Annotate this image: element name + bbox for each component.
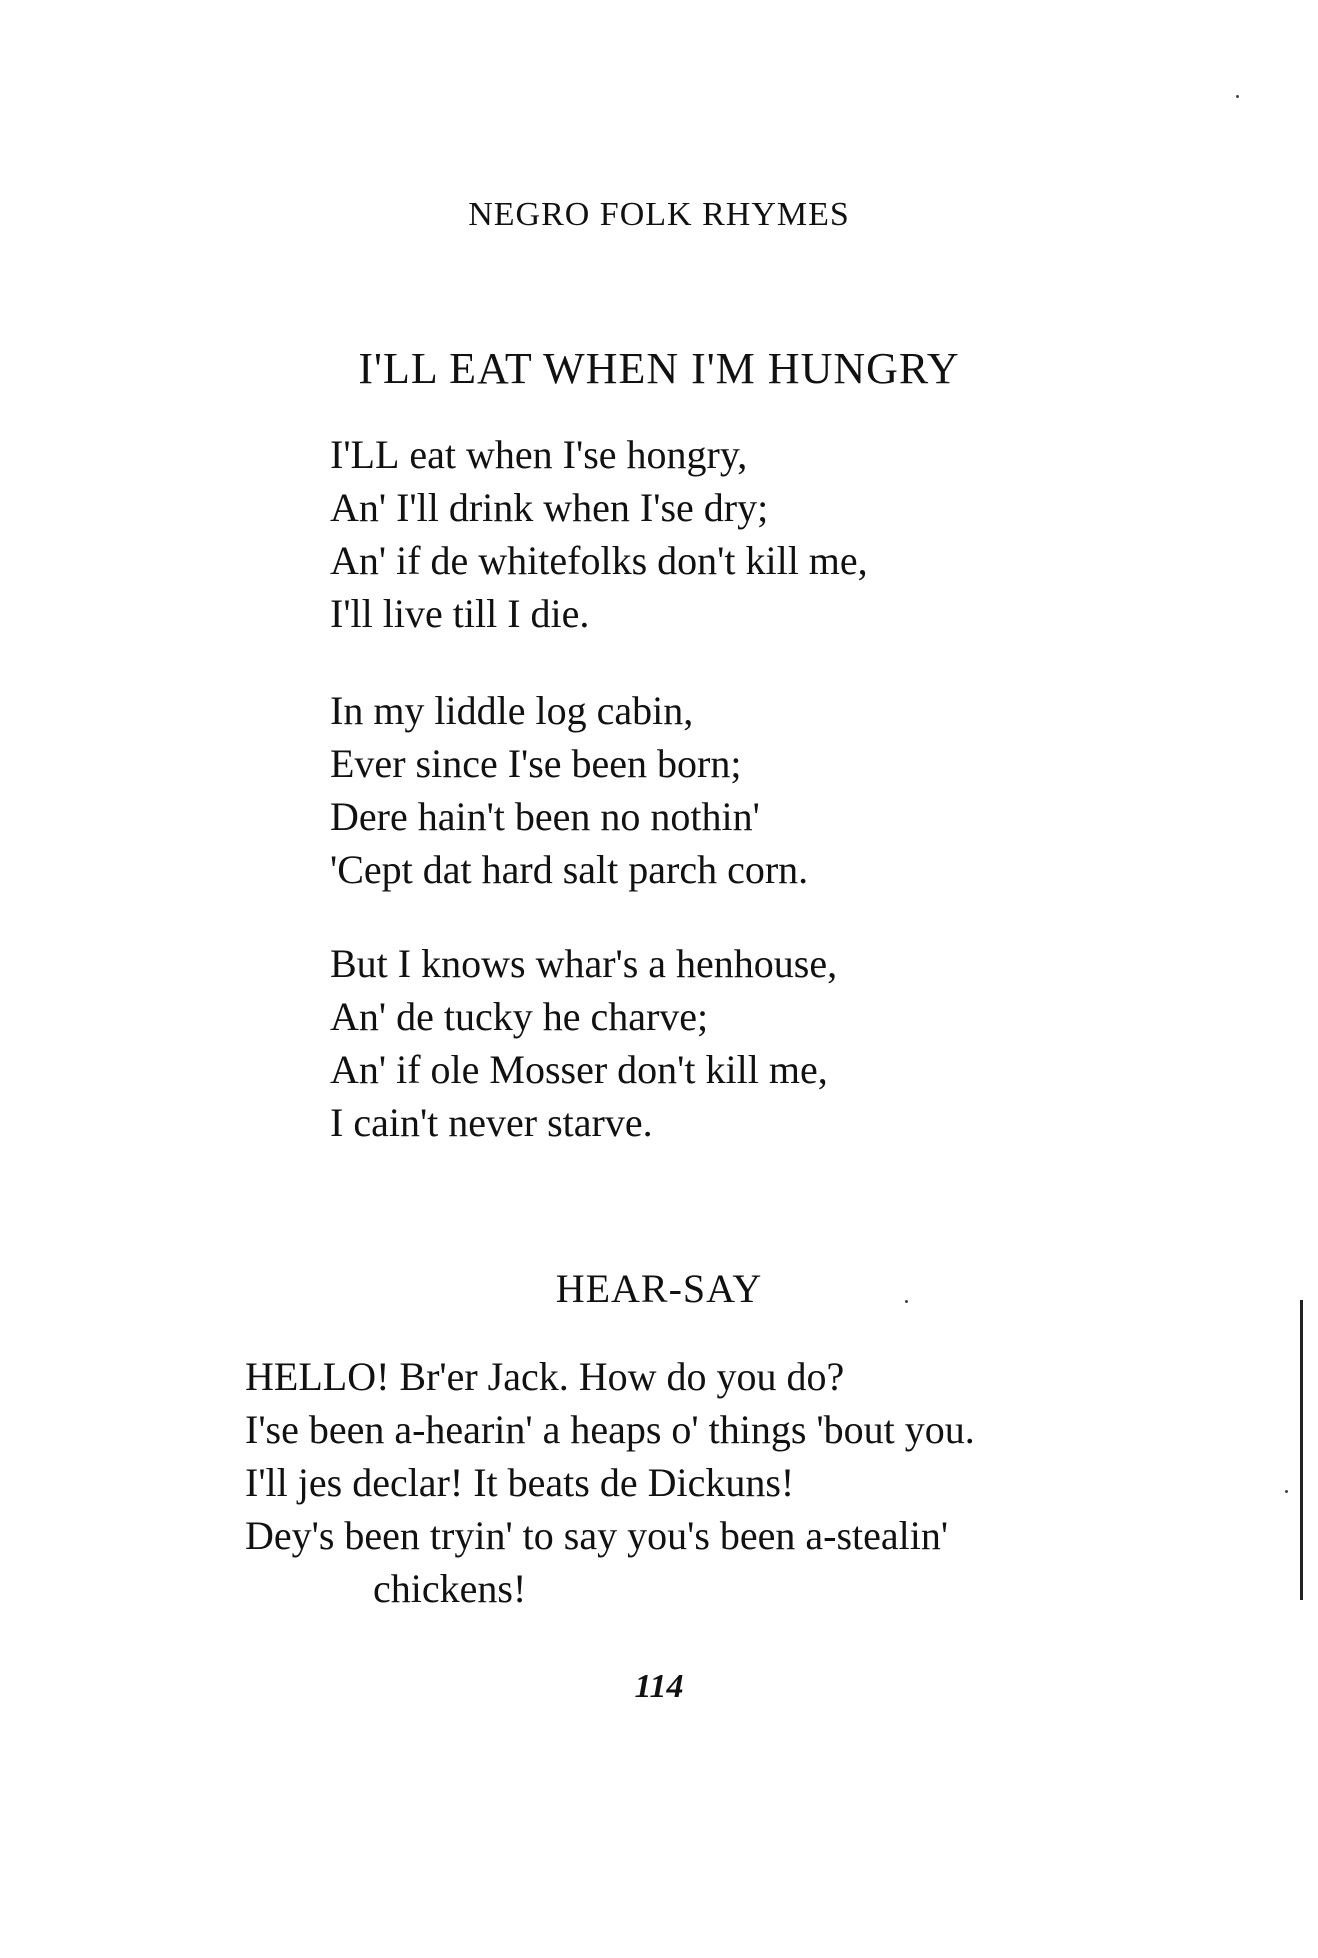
- stanza: [245, 1350, 975, 1615]
- drop-word-capital: H: [245, 1354, 274, 1399]
- scan-speck: [905, 1300, 908, 1303]
- drop-word-small-caps: ELLO: [273, 1354, 377, 1399]
- line-text: ! Br'er Jack. How do you do?: [376, 1354, 845, 1399]
- poem-line: An' if ole Mosser don't kill me,: [330, 1047, 828, 1092]
- poem-line: I'll live till I die.: [330, 591, 590, 636]
- drop-word-small-caps: LL: [350, 432, 400, 477]
- stanza: [330, 684, 808, 896]
- poem-line: 'Cept dat hard salt parch corn.: [330, 847, 809, 892]
- drop-word-capital: I': [330, 432, 351, 477]
- poem-line: An' de tucky he charve;: [330, 994, 709, 1039]
- poem-title: HEAR-SAY: [555, 1266, 763, 1311]
- poem-line: But I knows whar's a henhouse,: [330, 941, 838, 986]
- poem-line: Dere hain't been no nothin': [330, 794, 760, 839]
- poem-line: Ever since I'se been born;: [330, 741, 742, 786]
- poem-line: Dey's been tryin' to say you's been a-stealin': [245, 1513, 949, 1558]
- poem-line: I cain't never starve.: [330, 1100, 653, 1145]
- scan-margin-mark: [1300, 1300, 1303, 1600]
- poem-title: I'LL EAT WHEN I'M HUNGRY: [358, 344, 960, 393]
- scan-speck: [1285, 1490, 1288, 1493]
- poem-line: [330, 428, 868, 481]
- poem-line: [245, 1350, 975, 1403]
- poem-line-continuation: chickens!: [373, 1566, 527, 1611]
- running-head: NEGRO FOLK RHYMES: [468, 196, 850, 233]
- poem-line: An' if de whitefolks don't kill me,: [330, 538, 868, 583]
- poem-line: I'se been a-hearin' a heaps o' things 'bout you.: [245, 1407, 975, 1452]
- page-number: 114: [634, 1668, 684, 1705]
- stanza: [330, 937, 837, 1149]
- stanza: [330, 428, 868, 640]
- poem-line: An' I'll drink when I'se dry;: [330, 485, 769, 530]
- scan-speck: [1236, 95, 1239, 98]
- poem-line: I'll jes declar! It beats de Dickuns!: [245, 1460, 795, 1505]
- line-text: eat when I'se hongry,: [399, 432, 748, 477]
- poem-line: In my liddle log cabin,: [330, 688, 694, 733]
